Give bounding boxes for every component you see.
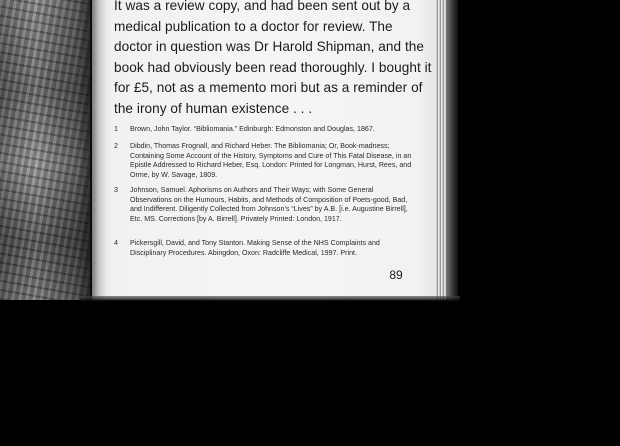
- footnote-text: Johnson, Samuel. Aphorisms on Authors and Their Ways; with Some General Observations on the Humours, Habits, and Methods of Composition of Poets-good, Bad, and Indifferent. Diligently Collected from Johnson’s “Lives” by A.B. [i.e. Augustine Birrell], Etc. MS. Corrections [by A. Birrell]. Privately Printed: London, 1917.: [130, 186, 408, 223]
- footnote-text: Brown, John Taylor. “Bibliomania.” Edinburgh: Edmonston and Douglas, 1867.: [130, 125, 375, 133]
- footnote-number: 2: [114, 142, 118, 150]
- footnote-number: 1: [114, 125, 118, 133]
- footnote-1: [114, 125, 414, 135]
- footnote-4: [114, 239, 414, 258]
- body-paragraph: It was a review copy, and had been sent out by a medical publication to a doctor for review. The doctor in question was Dr Harold Shipman, and the book had obviously been read thoroughly. I bought it for £5, not as a memento mori but as a reminder of the irony of human existence . . .: [114, 0, 432, 116]
- footnote-text: Pickersgill, David, and Tony Stanton. Making Sense of the NHS Complaints and Disciplinary Procedures. Abingdon, Oxon: Radcliffe Medical, 1997. Print.: [130, 239, 380, 257]
- book-gutter: [78, 0, 106, 300]
- footnote-3: [114, 186, 414, 224]
- facing-page-photograph: [0, 0, 90, 300]
- footnote-number: 3: [114, 186, 118, 194]
- page-number: 89: [389, 268, 403, 282]
- footnote-text: Dibdin, Thomas Frognall, and Richard Heber. The Bibliomania; Or, Book-madness; Containing Some Account of the History, Symptoms and Cure of This Fatal Disease, in an Epistle Addressed to Richard Heber, Esq. London: Printed for Longman, Hurst, Rees, and Orme, by W. Savage, 1809.: [130, 142, 412, 179]
- photo-shade: [0, 0, 90, 300]
- footnote-number: 4: [114, 239, 118, 247]
- footnote-2: [114, 142, 414, 180]
- page-bottom-shadow: [80, 296, 460, 302]
- book-cover-edge: [446, 0, 458, 300]
